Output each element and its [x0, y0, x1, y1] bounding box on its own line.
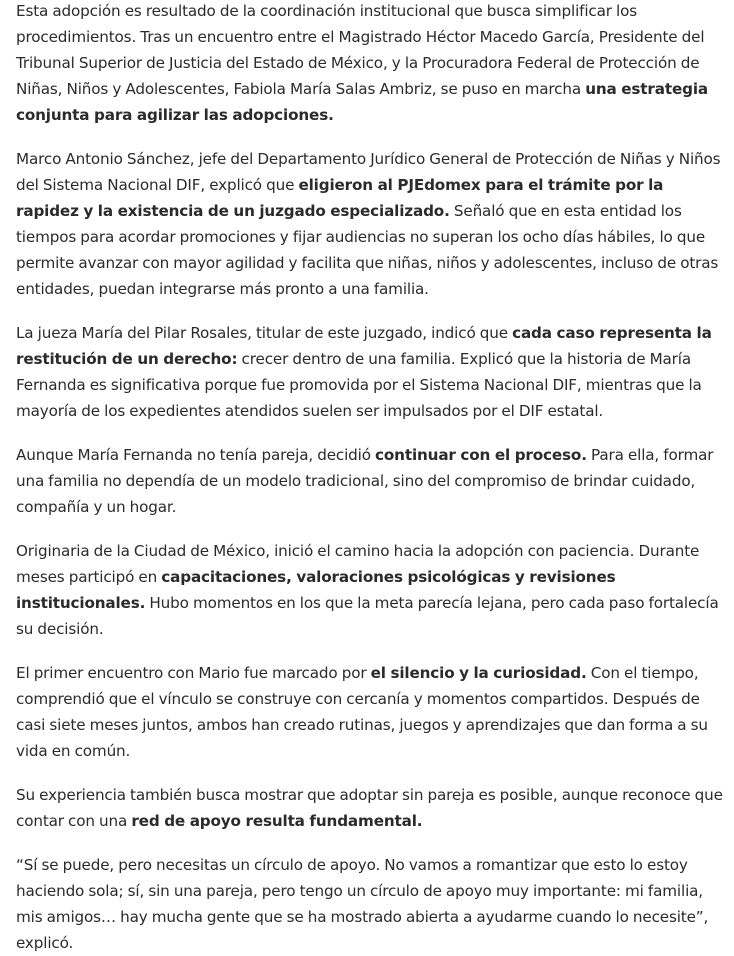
- paragraph-4: [16, 442, 726, 520]
- quote-text: “Sí se puede, pero necesitas un círculo de apoyo. No vamos a romantizar que esto lo estoy haciendo sola; sí, sin una pareja, pero tengo un círculo de apoyo muy importante: mi familia, mis amigos… hay mucha gente que se ha mostrado abierta a ayudarme cuando lo necesite”, explicó.: [16, 856, 709, 952]
- paragraph-text: Para ella, formar una familia no dependía de un modelo tradicional, sino del compromiso de brindar cuidado, compañía y un hogar.: [16, 446, 714, 516]
- paragraph-text: La jueza María del Pilar Rosales, titular de este juzgado, indicó que: [16, 324, 513, 342]
- paragraph-8: [16, 852, 726, 956]
- paragraph-text: Originaria de la Ciudad de México, inició el camino hacia la adopción con paciencia. Durante meses participó en: [16, 542, 700, 586]
- emphasis-text: red de apoyo resulta fundamental.: [131, 812, 423, 830]
- paragraph-text: Hubo momentos en los que la meta parecía lejana, pero cada paso fortalecía su decisión.: [16, 594, 719, 638]
- paragraph-text: Con el tiempo, comprendió que el vínculo se construye con cercanía y momentos compartidos. Después de casi siete meses juntos, ambos han creado rutinas, juegos y aprendizajes que dan forma a su vida en común.: [16, 664, 708, 760]
- emphasis-text: capacitaciones, valoraciones psicológicas y revisiones institucionales.: [16, 568, 616, 612]
- paragraph-2: [16, 146, 726, 302]
- paragraph-text: Señaló que en esta entidad los tiempos para acordar promociones y fijar audiencias no superan los ocho días hábiles, lo que permite avanzar con mayor agilidad y facilita que niñas, niños y adolescentes, incluso de otras entidades, puedan integrarse más pronto a una familia.: [16, 202, 719, 298]
- paragraph-text: Marco Antonio Sánchez, jefe del Departamento Jurídico General de Protección de Niñas y Niños del Sistema Nacional DIF, explicó que: [16, 150, 721, 194]
- emphasis-text: continuar con el proceso.: [375, 446, 587, 464]
- emphasis-text: cada caso representa la restitución de un derecho:: [16, 324, 712, 368]
- emphasis-text: eligieron al PJEdomex para el trámite por la rapidez y la existencia de un juzgado especializado.: [16, 176, 664, 220]
- emphasis-text: una estrategia conjunta para agilizar las adopciones.: [16, 80, 708, 124]
- paragraph-text: crecer dentro de una familia. Explicó que la historia de María Fernanda es significativa porque fue promovida por el Sistema Nacional DIF, mientras que la mayoría de los expedientes atendidos suelen ser impulsados por el DIF estatal.: [16, 350, 702, 420]
- paragraph-text: El primer encuentro con Mario fue marcado por: [16, 664, 371, 682]
- paragraph-1: [16, 0, 726, 128]
- paragraph-text: Su experiencia también busca mostrar que adoptar sin pareja es posible, aunque reconoce que contar con una: [16, 786, 723, 830]
- paragraph-6: [16, 660, 726, 764]
- paragraph-3: [16, 320, 726, 424]
- paragraph-5: [16, 538, 726, 642]
- paragraph-text: Esta adopción es resultado de la coordinación institucional que busca simplificar los procedimientos. Tras un encuentro entre el Magistrado Héctor Macedo García, Presidente del Tribunal Superior de Justicia del Estado de México, y la Procuradora Federal de Protección de Niñas, Niños y Adolescentes, Fabiola María Salas Ambriz, se puso en marcha: [16, 2, 705, 98]
- paragraph-7: [16, 782, 726, 834]
- emphasis-text: el silencio y la curiosidad.: [370, 664, 587, 682]
- paragraph-text: Aunque María Fernanda no tenía pareja, decidió: [16, 446, 376, 464]
